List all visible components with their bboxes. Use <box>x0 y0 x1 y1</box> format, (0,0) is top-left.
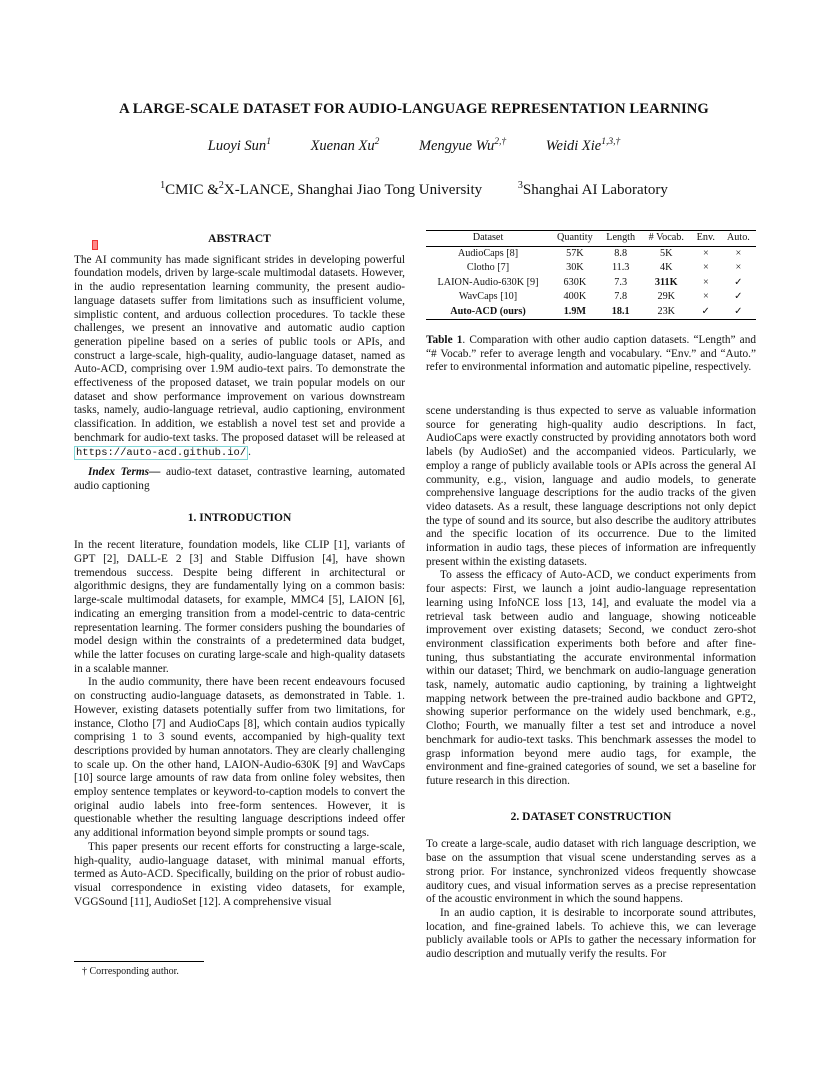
intro-paragraph-1: In the recent literature, foundation models, like CLIP [1], variants of GPT [2], DALL-E 2 [3] and Stable Diffusion [4], have shown tremendous success. Despite being different in architectural or algorithmic designs, they are fundamentally lying on a common basis: large-scale multimodal datasets, for example, MMC4 [5], LAION [6], indicating an emerging transition from a model-centric to data-centric representation learning. The former considers pushing the boundaries of model design within the constraints of a predetermined data budget, while the latter focuses on curating large-scale and high-quality datasets in a scalable manner. <box>74 539 405 675</box>
table-header: Auto. <box>726 232 750 243</box>
table-caption: Table 1. Comparation with other audio caption datasets. “Length” and “# Vocab.” refer to average length and vocabulary. “Env.” and “Auto.” refer to environmental information and automatic pipeline, respectively. <box>426 334 756 374</box>
footnote-rule <box>74 961 204 962</box>
table-row: LAION-Audio-630K [9] 630K 7.3 311K × ✓ <box>437 276 743 288</box>
affiliation-sjtu: $^1$CMIC &$^2$X-LANCE, Shanghai Jiao Tong University <box>160 180 483 198</box>
intro-heading: 1. INTRODUCTION <box>187 511 292 524</box>
affiliation-shlab: $^3$Shanghai AI Laboratory <box>517 180 668 198</box>
right-paragraph-3: To create a large-scale, audio dataset with rich language description, we base on the assumption that visual scene understanding serves as a strong prior. For instance, synchronized videos frequently showcase auditory cues, and visual information serves as a precise representation of the acoustic environment in which the sound happens. <box>426 838 756 906</box>
left-column <box>74 233 405 909</box>
intro-paragraph-3: This paper presents our recent efforts for constructing a large-scale, high-quality, audio-language dataset, with minimal manual efforts, termed as Auto-ACD. Specifically, building on the prior of robust audio-visual correspondence in existing video datasets, for example, VGGSound [11], AudioSet [12]. A comprehensive visual <box>74 840 405 908</box>
table-header: Quantity <box>557 232 593 243</box>
right-paragraph-1: scene understanding is thus expected to serve as valuable information source for generating high-quality audio descriptions. In fact, AudioCaps were exactly constructed by providing annotators both word labels (by AudioSet) and the accompanied videos. Particularly, we employ a range of publicly available tools or APIs across the general AI community, e.g., vision, language and audio models, to generate comprehensive language descriptions for the audio tracks of the given video datasets. As a result, these language descriptions not only depict the type of sound and its source, but also describe the auditory attributes and the specific location of its occurrence. Due to the limited information in audio tags, these pieces of information are infrequently present within the existing datasets. <box>426 405 756 568</box>
author: Luoyi Sun$^1$ <box>207 137 271 154</box>
comparison-table <box>426 230 756 320</box>
footnote: † Corresponding author. <box>82 966 179 977</box>
table-header: Env. <box>696 232 715 243</box>
table-header: Dataset <box>472 232 504 243</box>
abstract-text: The AI community has made significant strides in developing powerful foundation models, driven by large-scale multimodal datasets. However, in the audio representation learning community, the present audio-language datasets suffer from limitations such as insufficient volume, simplistic content, and arduous collection procedures. To tackle these challenges, we present an innovative and automatic audio caption generation pipeline based on a series of public tools or APIs, and construct a large-scale, high-quality, audio-language dataset, named as Auto-ACD, comprising over 1.9M audio-text pairs. To demonstrate the effectiveness of the proposed dataset, we train popular models on our dataset and show performance improvement on various downstream tasks, namely, audio-language retrieval, audio captioning, environment classification. In addition, we establish a novel test set and provide a benchmark for audio-text tasks. The proposed dataset will be released at https://auto-acd.github.io/ . <box>74 253 405 459</box>
right-paragraph-2: To assess the efficacy of Auto-ACD, we conduct experiments from four aspects: First, we launch a joint audio-language representation learning using InfoNCE loss [13, 14], and evaluate the model via a retrieval task between audio and language, showing noticeable improvement over existing datasets; Second, we conduct zero-shot environment classification experiments both before and after fine-tuning, thus substantiating the accurate environmental information within our dataset; Third, we benchmark on audio-language generation task, namely, automatic audio captioning, by training a lightweight mapping network between the pre-trained audio backbone and GPT2, showing superior performance on the widely used benchmark, e.g., Clotho; Fourth, we manually filter a test set and introduce a novel benchmark for audio-text tasks. This benchmark assesses the model to grasp information beyond mere audio tags, for example, the environment and fine-grained categories of sound, we set a baseline for future research in this direction. <box>426 569 756 787</box>
table-row: Clotho [7] 30K 11.3 4K × × <box>466 262 742 273</box>
table-row: WavCaps [10] 400K 7.8 29K × ✓ <box>458 291 743 302</box>
right-paragraph-4: In an audio caption, it is desirable to incorporate sound attributes, location, and fine-grained labels. To achieve this, we can leverage publicly available tools or APIs to gather the necessary information for audio description and mutually verify the results. For <box>426 906 756 961</box>
intro-paragraph-2: In the audio community, there have been recent endeavours focused on constructing audio-language datasets, as demonstrated in Table. 1. However, existing datasets potentially suffer from two limitations, for instance, Clotho [7] and AudioCaps [8], which contain audios typically comprising 1 to 3 sound events, accompanied by high-quality text descriptions provided by human annotators. They are clearly challenging to scale up. On the other hand, LAION-Audio-630K [9] and WavCaps [10] source large amounts of raw data from online foley websites, then employ sentence templates or keyword-to-caption models to convert the original audio labels into free-form sentences. However, it is questionable whether the resulting language descriptions indeed offer any additional information beyond simple prompts or sound tags. <box>74 676 405 840</box>
abstract-heading: ABSTRACT <box>208 233 271 245</box>
dataset-construction-heading: 2. DATASET CONSTRUCTION <box>510 810 672 823</box>
table-row: Auto-ACD (ours) 1.9M 18.1 23K ✓ ✓ <box>450 305 743 317</box>
author: Mengyue $Wu^{2,\dagger}$ <box>418 137 507 154</box>
paper-title: A LARGE-SCALE DATASET FOR AUDIO-LANGUAGE REPRESENTATION LEARNING <box>119 101 709 117</box>
project-url-link[interactable]: https://auto-acd.github.io/ <box>76 446 247 459</box>
table-header: Length <box>606 232 636 243</box>
comparison-table-block <box>426 230 756 375</box>
author-list <box>0 137 828 155</box>
right-column <box>426 405 756 962</box>
table-header: # Vocab. <box>648 232 684 243</box>
author: Weidi Xie$^{1,3,\dagger}$ <box>545 137 621 154</box>
author: Xuenan Xu$^2$ <box>310 137 380 154</box>
affiliations <box>0 180 828 199</box>
index-terms: Index Terms— audio-text dataset, contrastive learning, automated audio captioning <box>74 466 406 492</box>
table-row: AudioCaps [8] 57K 8.8 5K × × <box>457 247 742 259</box>
